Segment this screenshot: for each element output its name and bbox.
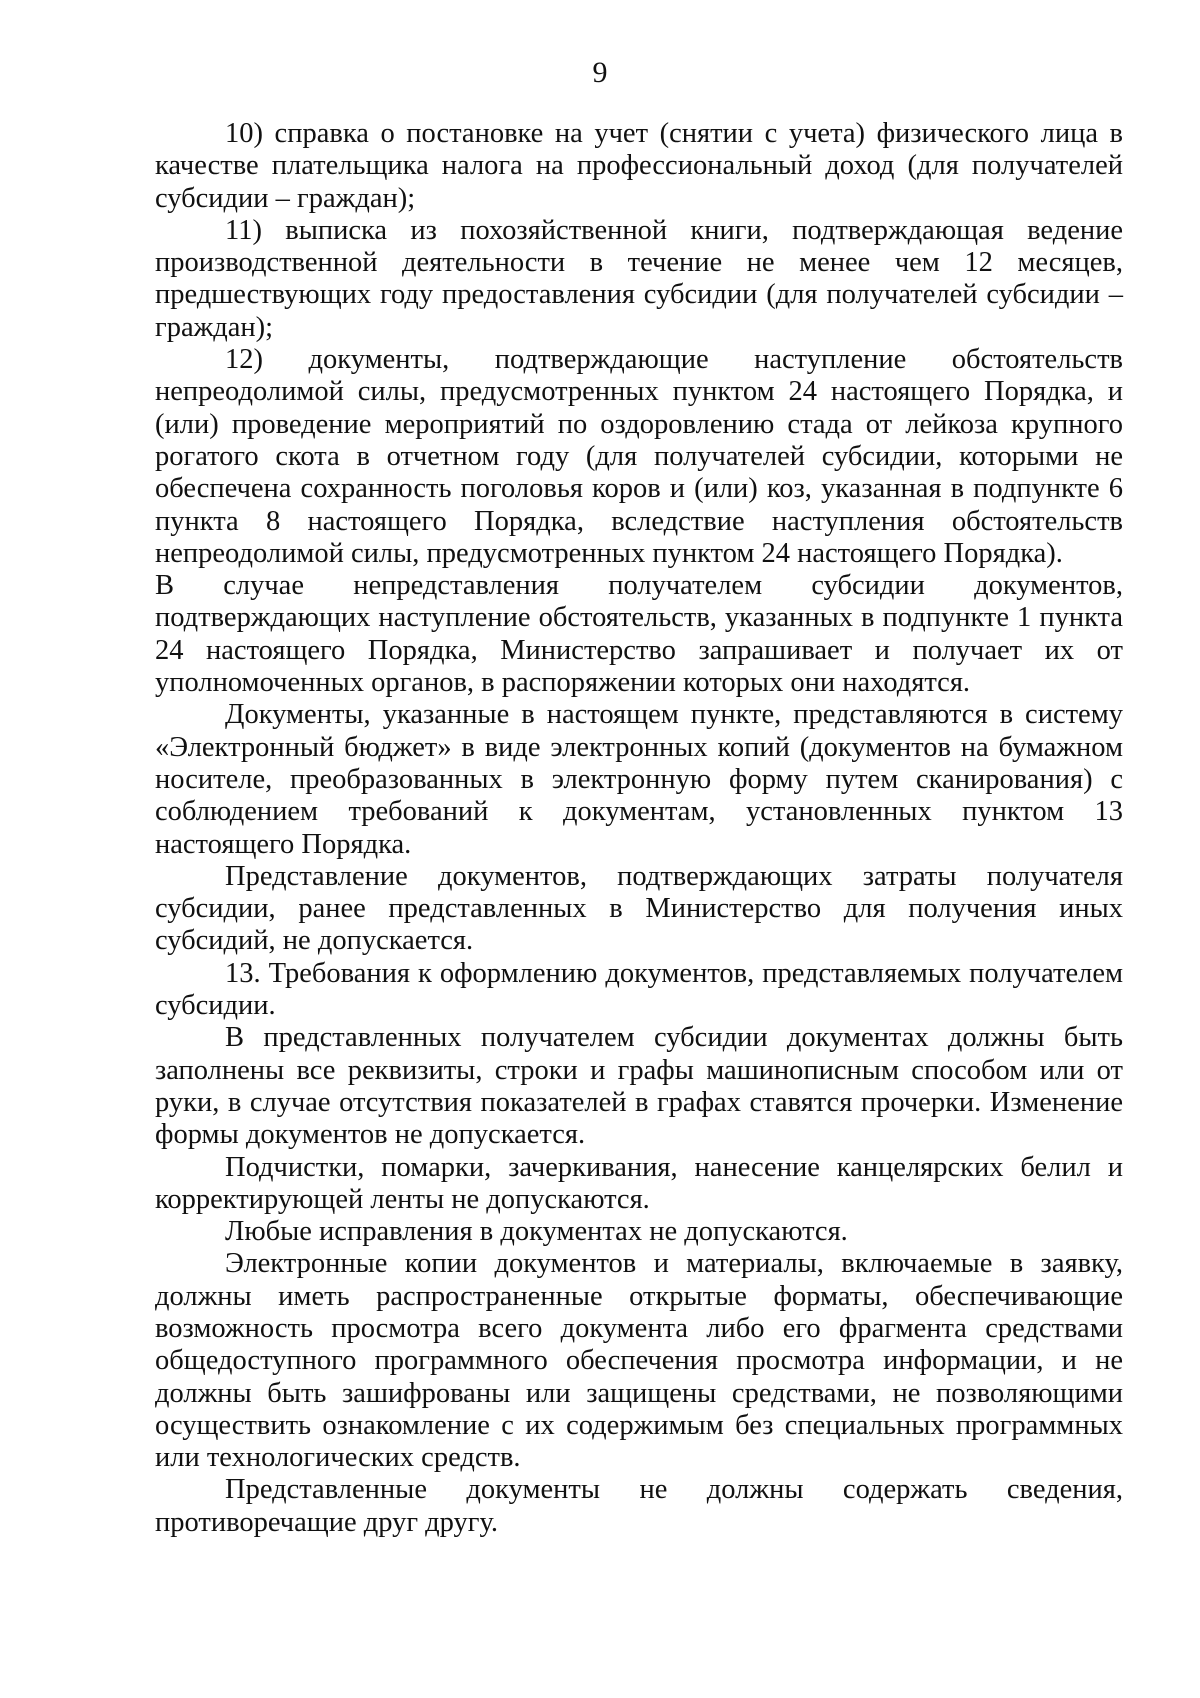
document-body	[155, 118, 1123, 1539]
paragraph: 13. Требования к оформлению документов, представляемых получателем субсидии.	[155, 957, 1123, 1022]
paragraph: 12) документы, подтверждающие наступление обстоятельств непреодолимой силы, предусмотренных пунктом 24 настоящего Порядка, и (или) проведение мероприятий по оздоровлению стада от лейкоза крупного рогатого скота в отчетном году (для получателей субсидии, которыми не обеспечена сохранность поголовья коров и (или) коз, указанная в подпункте 6 пункта 8 настоящего Порядка, вследствие наступления обстоятельств непреодолимой силы, предусмотренных пунктом 24 настоящего Порядка).	[155, 344, 1123, 569]
paragraph: Документы, указанные в настоящем пункте, представляются в систему «Электронный бюджет» в виде электронных копий (документов на бумажном носителе, преобразованных в электронную форму путем сканирования) с соблюдением требований к документам, установленных пунктом 13 настоящего Порядка.	[155, 699, 1123, 860]
paragraph: В случае непредставления получателем субсидии документов, подтверждающих наступление обстоятельств, указанных в подпункте 1 пункта 24 настоящего Порядка, Министерство запрашивает и получает их от уполномоченных органов, в распоряжении которых они находятся.	[155, 570, 1123, 699]
page-number: 9	[592, 56, 608, 89]
paragraph: Электронные копии документов и материалы, включаемые в заявку, должны иметь распространенные открытые форматы, обеспечивающие возможность просмотра всего документа либо его фрагмента средствами общедоступного программного обеспечения просмотра информации, и не должны быть зашифрованы или защищены средствами, не позволяющими осуществить ознакомление с их содержимым без специальных программных или технологических средств.	[155, 1248, 1123, 1474]
paragraph: Любые исправления в документах не допускаются.	[225, 1216, 848, 1248]
paragraph: В представленных получателем субсидии документах должны быть заполнены все реквизиты, строки и графы машинописным способом или от руки, в случае отсутствия показателей в графах ставятся прочерки. Изменение формы документов не допускается.	[155, 1022, 1123, 1151]
paragraph: Представление документов, подтверждающих затраты получателя субсидии, ранее представленных в Министерство для получения иных субсидий, не допускается.	[155, 860, 1123, 957]
paragraph: Подчистки, помарки, зачеркивания, нанесение канцелярских белил и корректирующей ленты не допускаются.	[155, 1151, 1123, 1215]
paragraph: 11) выписка из похозяйственной книги, подтверждающая ведение производственной деятельности в течение не менее чем 12 месяцев, предшествующих году предоставления субсидии (для получателей субсидии – граждан);	[155, 214, 1123, 343]
paragraph: 10) справка о постановке на учет (снятии с учета) физического лица в качестве плательщика налога на профессиональный доход (для получателей субсидии – граждан);	[155, 118, 1123, 214]
paragraph: Представленные документы не должны содержать сведения, противоречащие друг другу.	[155, 1474, 1123, 1538]
